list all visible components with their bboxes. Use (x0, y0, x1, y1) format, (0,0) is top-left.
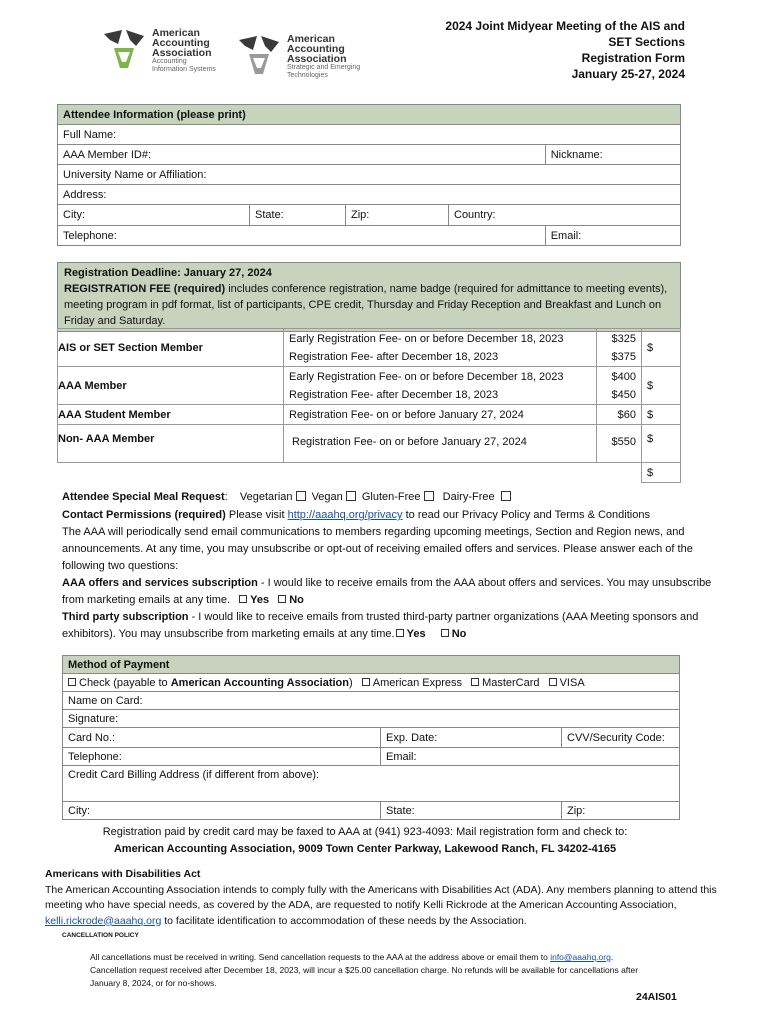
offers-subscription (62, 575, 722, 609)
full-name-field[interactable]: Full Name: (58, 125, 681, 145)
registration-deadline: Registration Deadline: January 27, 2024 (64, 267, 272, 279)
cancellation-policy (90, 951, 670, 990)
exp-date-field[interactable]: Exp. Date: (381, 728, 562, 748)
fee-desc-1: Early Registration Fee- on or before December 18, 2023 (289, 332, 564, 345)
title-line-1: 2024 Joint Midyear Meeting of the AIS and (445, 19, 685, 33)
logo1-line2: Accounting (152, 37, 210, 49)
offers-text: - I would like to receive emails from the AAA about offers and services. You may unsubscribe from marketing emails at any time. (62, 577, 712, 606)
fax-line: Registration paid by credit card may be faxed to AAA at (941) 923-4093: Mail registration form and check to: (102, 826, 628, 838)
nickname-field[interactable]: Nickname: (545, 145, 680, 165)
fee-amt-1: $400 (611, 370, 636, 383)
table-row (58, 329, 681, 367)
meal-dairy-free-label: Dairy-Free (442, 491, 495, 503)
logo1-sub1: Accounting (152, 58, 187, 65)
meal-colon: : (224, 491, 228, 503)
cancellation-heading: CANCELLATION POLICY (62, 932, 139, 939)
fee-amount (597, 329, 642, 367)
third-party-label: Third party subscription (62, 611, 189, 623)
telephone-field[interactable]: Telephone: (58, 226, 546, 246)
meal-request-label: Attendee Special Meal Request (62, 491, 225, 503)
registration-info-box (57, 262, 681, 332)
visa-label: VISA (559, 676, 585, 689)
fee-desc-1: Early Registration Fee- on or before December 18, 2023 (289, 370, 564, 383)
attendee-info-table (57, 104, 681, 246)
cancel-line-1-text: All cancellations must be received in writing. Send cancellation requests to the AAA at the address above or email them to (90, 952, 551, 962)
fee-category: AAA Student Member (58, 405, 284, 425)
third-party-yes-checkbox[interactable] (396, 629, 404, 637)
total-spacer (58, 463, 642, 483)
logo2-line1: American (287, 33, 335, 45)
address-field[interactable]: Address: (58, 185, 681, 205)
university-field[interactable]: University Name or Affiliation: (58, 165, 681, 185)
third-party-no-label: No (451, 628, 467, 640)
third-party-yes-label: Yes (406, 628, 426, 640)
mastercard-label: MasterCard (482, 676, 540, 689)
offers-yes-label: Yes (250, 594, 270, 606)
set-logo-text (287, 34, 360, 80)
contact-post: to read our Privacy Policy and Terms & Conditions (402, 509, 650, 521)
check-label: Check (payable to (79, 676, 171, 689)
table-row (58, 367, 681, 405)
cancel-email-link[interactable]: info@aaahq.org (550, 952, 611, 962)
ada-heading: Americans with Disabilities Act (45, 868, 201, 880)
contact-paragraph: The AAA will periodically send email communications to members regarding upcoming meetings, Section and Region news, and announcements. At any time, you may unsubscribe or opt-out of receiving emailed offers and services. Please answer each of the following two questions: (62, 526, 693, 572)
fee-category: AIS or SET Section Member (58, 329, 284, 367)
name-on-card-field[interactable]: Name on Card: (63, 692, 680, 710)
offers-label: AAA offers and services subscription (62, 577, 258, 589)
cvv-field[interactable]: CVV/Security Code: (562, 728, 680, 748)
fee-description: Registration Fee- on or before January 27, 2024 (284, 425, 597, 463)
member-id-field[interactable]: AAA Member ID#: (58, 145, 546, 165)
registration-fee-label: REGISTRATION FEE (required) (64, 283, 226, 295)
logo1-line1: American (152, 27, 200, 39)
meal-gluten-free-checkbox[interactable] (424, 491, 434, 501)
visa-checkbox[interactable] (549, 678, 557, 686)
ada-text (45, 883, 725, 930)
card-number-field[interactable]: Card No.: (63, 728, 381, 748)
title-line-2: SET Sections (608, 35, 685, 49)
country-field[interactable]: Country: (454, 209, 496, 221)
offers-no-checkbox[interactable] (278, 595, 286, 603)
fee-input[interactable]: $ (642, 329, 681, 367)
cancel-line-1 (90, 951, 670, 964)
payment-telephone-field[interactable]: Telephone: (63, 748, 381, 766)
ais-logo (100, 28, 216, 74)
meal-vegetarian-checkbox[interactable] (296, 491, 306, 501)
fee-input[interactable]: $ (642, 405, 681, 425)
fee-input[interactable]: $ (642, 425, 681, 463)
ada-body-2: to facilitate identification to accommodation of these needs by the Association. (161, 914, 527, 927)
meal-vegan-label: Vegan (311, 491, 343, 503)
billing-city-field[interactable]: City: (63, 802, 381, 820)
table-row (58, 425, 681, 463)
third-party-no-checkbox[interactable] (441, 629, 449, 637)
fee-category: Non- AAA Member (58, 425, 284, 463)
payment-email-field[interactable]: Email: (381, 748, 680, 766)
contact-label: Contact Permissions (required) (62, 509, 226, 521)
payment-method-options (63, 674, 680, 692)
city-field[interactable]: City: (58, 205, 250, 225)
fee-desc-2: Registration Fee- after December 18, 2023 (289, 388, 499, 401)
logo2-sub1: Strategic and Emerging (287, 64, 361, 71)
fee-description (284, 329, 597, 367)
fee-desc-2: Registration Fee- after December 18, 2023 (289, 350, 499, 363)
meal-dairy-free-checkbox[interactable] (501, 491, 511, 501)
meal-vegan-checkbox[interactable] (346, 491, 356, 501)
amex-label: American Express (372, 676, 462, 689)
contact-pre: Please visit (225, 509, 288, 521)
registration-fee-desc: includes conference registration, name badge (required for admittance to meeting events), meeting program in pdf format, list of participants, CPE credit, Thursday and Friday Reception and Breakfast and Lunch on Friday and Saturday. (64, 283, 668, 327)
mastercard-checkbox[interactable] (471, 678, 479, 686)
check-close: ) (349, 676, 353, 689)
fee-amount: $60 (597, 405, 642, 425)
state-field[interactable]: State: (250, 205, 346, 225)
third-party-subscription (62, 609, 722, 643)
fee-amt-2: $450 (611, 388, 636, 401)
mail-address: American Accounting Association, 9009 Town Center Parkway, Lakewood Ranch, FL 34202-4165 (113, 843, 617, 855)
amex-checkbox[interactable] (362, 678, 370, 686)
billing-state-field[interactable]: State: (381, 802, 562, 820)
logo1-sub2: Information Systems (152, 66, 216, 73)
logo1-line3: Association (152, 47, 212, 59)
signature-field[interactable]: Signature: (63, 710, 680, 728)
attendee-heading: Attendee Information (please print) (58, 105, 681, 125)
ada-body: The American Accounting Association intends to comply fully with the Americans with Disabilities Act (ADA). Any members planning to attend this meeting who have special needs, as covered by the ADA, are requested to notify Kelli Rickrode at the American Accounting Association, (45, 883, 717, 911)
meal-request (62, 489, 722, 506)
fee-amt-2: $375 (611, 350, 636, 363)
meal-vegetarian-label: Vegetarian (239, 491, 293, 503)
fee-table (57, 328, 681, 483)
privacy-link[interactable]: http://aaahq.org/privacy (287, 509, 403, 521)
cancel-line-2: Cancellation request received after December 18, 2023, will incur a $25.00 cancellation charge. No refunds will be available for cancellations after January 8, 2024, or for no-shows. (90, 965, 639, 988)
form-title (445, 18, 685, 82)
fee-category: AAA Member (58, 367, 284, 405)
ada-email-link[interactable]: kelli.rickrode@aaahq.org (45, 914, 162, 927)
set-logo (235, 34, 360, 80)
logo2-line2: Accounting (287, 43, 345, 55)
logo2-line3: Association (287, 53, 347, 65)
aaa-ais-mark-icon (100, 28, 148, 74)
meal-gluten-free-label: Gluten-Free (361, 491, 421, 503)
check-payee: American Accounting Association (170, 676, 349, 689)
contact-line (62, 507, 722, 524)
logo2-sub2: Technologies (287, 72, 328, 79)
fee-input[interactable]: $ (642, 367, 681, 405)
payment-table (62, 655, 680, 820)
fee-amount (597, 367, 642, 405)
ais-logo-text (152, 28, 216, 74)
zip-field[interactable]: Zip: (346, 205, 449, 225)
aaa-set-mark-icon (235, 34, 283, 80)
title-line-4: January 25-27, 2024 (571, 67, 685, 81)
fax-instructions (0, 824, 730, 858)
email-field[interactable]: Email: (545, 226, 680, 246)
fee-amt-1: $325 (611, 332, 636, 345)
contact-permissions (62, 507, 722, 643)
payment-heading: Method of Payment (63, 656, 680, 674)
check-checkbox[interactable] (68, 678, 76, 686)
offers-no-label: No (289, 594, 304, 606)
registration-fee-text (64, 281, 674, 329)
ada-section (45, 867, 725, 929)
table-row (58, 463, 681, 483)
title-line-3: Registration Form (581, 51, 685, 65)
fee-description: Registration Fee- on or before January 27, 2024 (284, 405, 597, 425)
table-row (58, 405, 681, 425)
billing-address-field[interactable]: Credit Card Billing Address (if different from above): (63, 766, 680, 802)
cancel-line-1-end: . (610, 952, 614, 962)
fee-description (284, 367, 597, 405)
fee-amount: $550 (597, 425, 642, 463)
billing-zip-field[interactable]: Zip: (562, 802, 680, 820)
offers-yes-checkbox[interactable] (239, 595, 247, 603)
total-input[interactable]: $ (642, 463, 681, 483)
form-code: 24AIS01 (636, 991, 677, 1003)
third-party-text: - I would like to receive emails from trusted third-party partner organizations (AAA Meeting sponsors and exhibitors). You may unsubscribe from marketing emails at any time. (62, 611, 699, 640)
